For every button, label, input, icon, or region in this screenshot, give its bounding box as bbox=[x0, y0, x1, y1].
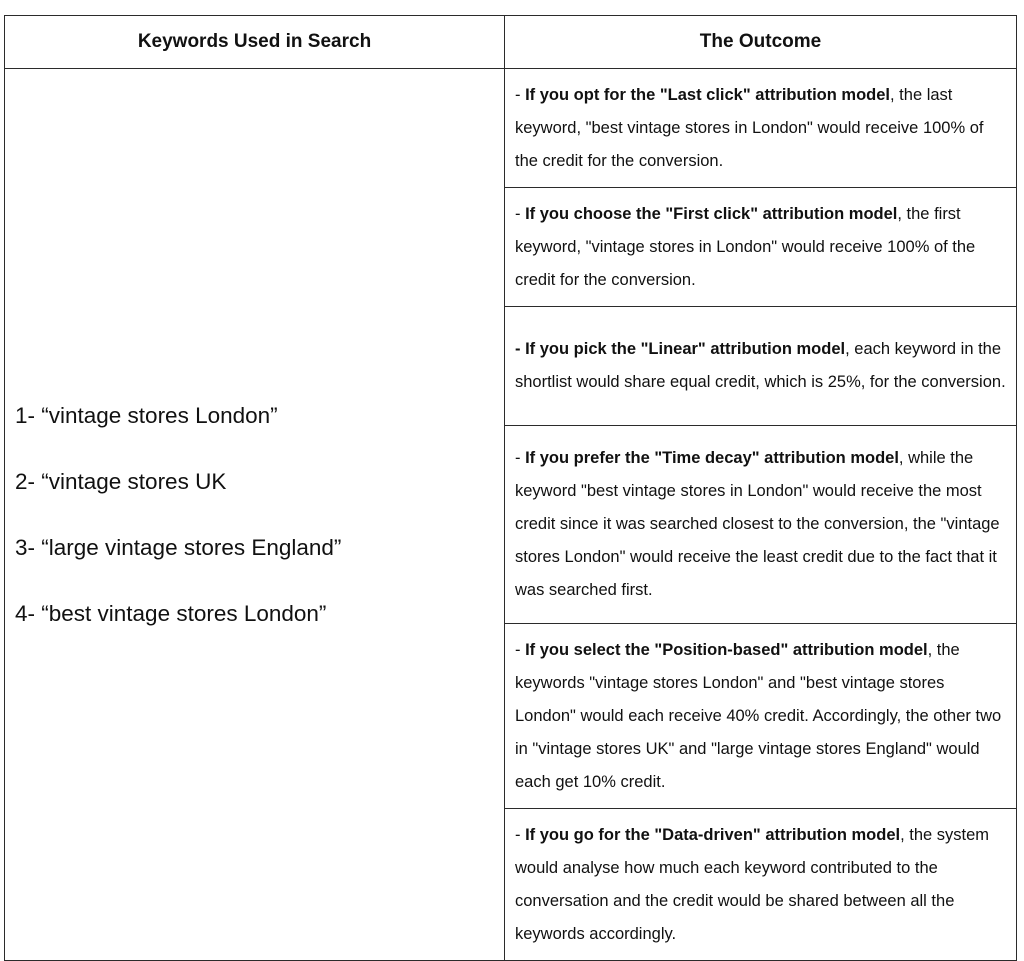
outcome-text bbox=[515, 198, 1006, 297]
outcome-model-label: If you opt for the "Last click" attribution model bbox=[525, 85, 891, 104]
outcome-description: , the first keyword, "vintage stores in London" would receive 100% of the credit for the conversion. bbox=[515, 204, 976, 289]
outcome-description: , each keyword in the shortlist would share equal credit, which is 25%, for the conversion. bbox=[515, 340, 1006, 391]
outcome-prefix: - bbox=[515, 85, 526, 104]
outcome-prefix: - bbox=[515, 204, 526, 223]
header-outcome: The Outcome bbox=[505, 16, 1017, 69]
outcome-cell bbox=[505, 624, 1017, 809]
outcome-text bbox=[515, 79, 1006, 178]
outcome-description: , the system would analyse how much each keyword contributed to the conversation and the credit would be shared between all the keywords accordingly. bbox=[515, 825, 990, 943]
header-keywords: Keywords Used in Search bbox=[5, 16, 505, 69]
outcome-prefix: - bbox=[515, 825, 526, 844]
header-row bbox=[5, 16, 1017, 69]
outcome-text bbox=[515, 634, 1006, 799]
outcome-description: , while the keyword "best vintage stores in London" would receive the most credit since it was searched closest to the conversion, the "vintage stores London" would receive the least credit due to the fact that it was searched first. bbox=[515, 449, 1000, 599]
outcome-description: , the last keyword, "best vintage stores in London" would receive 100% of the credit for the conversion. bbox=[515, 85, 984, 170]
outcome-prefix: - bbox=[515, 640, 526, 659]
outcome-description: , the keywords "vintage stores London" and "best vintage stores London" would each receive 40% credit. Accordingly, the other two in "vintage stores UK" and "large vintage stores England" would each get 10% credit. bbox=[515, 640, 1002, 791]
table-row bbox=[5, 69, 1017, 188]
outcome-cell bbox=[505, 307, 1017, 426]
attribution-table bbox=[4, 15, 1017, 961]
keyword-item: 3- “large vintage stores England” bbox=[15, 535, 342, 560]
outcome-cell bbox=[505, 69, 1017, 188]
outcome-model-label: If you choose the "First click" attribution model bbox=[525, 204, 898, 223]
keyword-item: 4- “best vintage stores London” bbox=[15, 601, 327, 626]
outcome-text bbox=[515, 333, 1006, 399]
outcome-text bbox=[515, 442, 1006, 607]
outcome-cell bbox=[505, 809, 1017, 961]
outcome-cell bbox=[505, 188, 1017, 307]
keyword-item: 1- “vintage stores London” bbox=[15, 403, 278, 428]
outcome-model-label: - If you pick the "Linear" attribution model bbox=[515, 340, 846, 358]
outcome-model-label: If you go for the "Data-driven" attribution model bbox=[525, 825, 901, 844]
keyword-item: 2- “vintage stores UK bbox=[15, 469, 227, 494]
outcome-prefix: - bbox=[515, 449, 526, 467]
outcome-model-label: If you prefer the "Time decay" attribution model bbox=[525, 449, 899, 467]
outcome-cell bbox=[505, 426, 1017, 624]
outcome-model-label: If you select the "Position-based" attribution model bbox=[525, 640, 928, 659]
keywords-cell bbox=[5, 69, 505, 961]
outcome-text bbox=[515, 819, 1006, 951]
